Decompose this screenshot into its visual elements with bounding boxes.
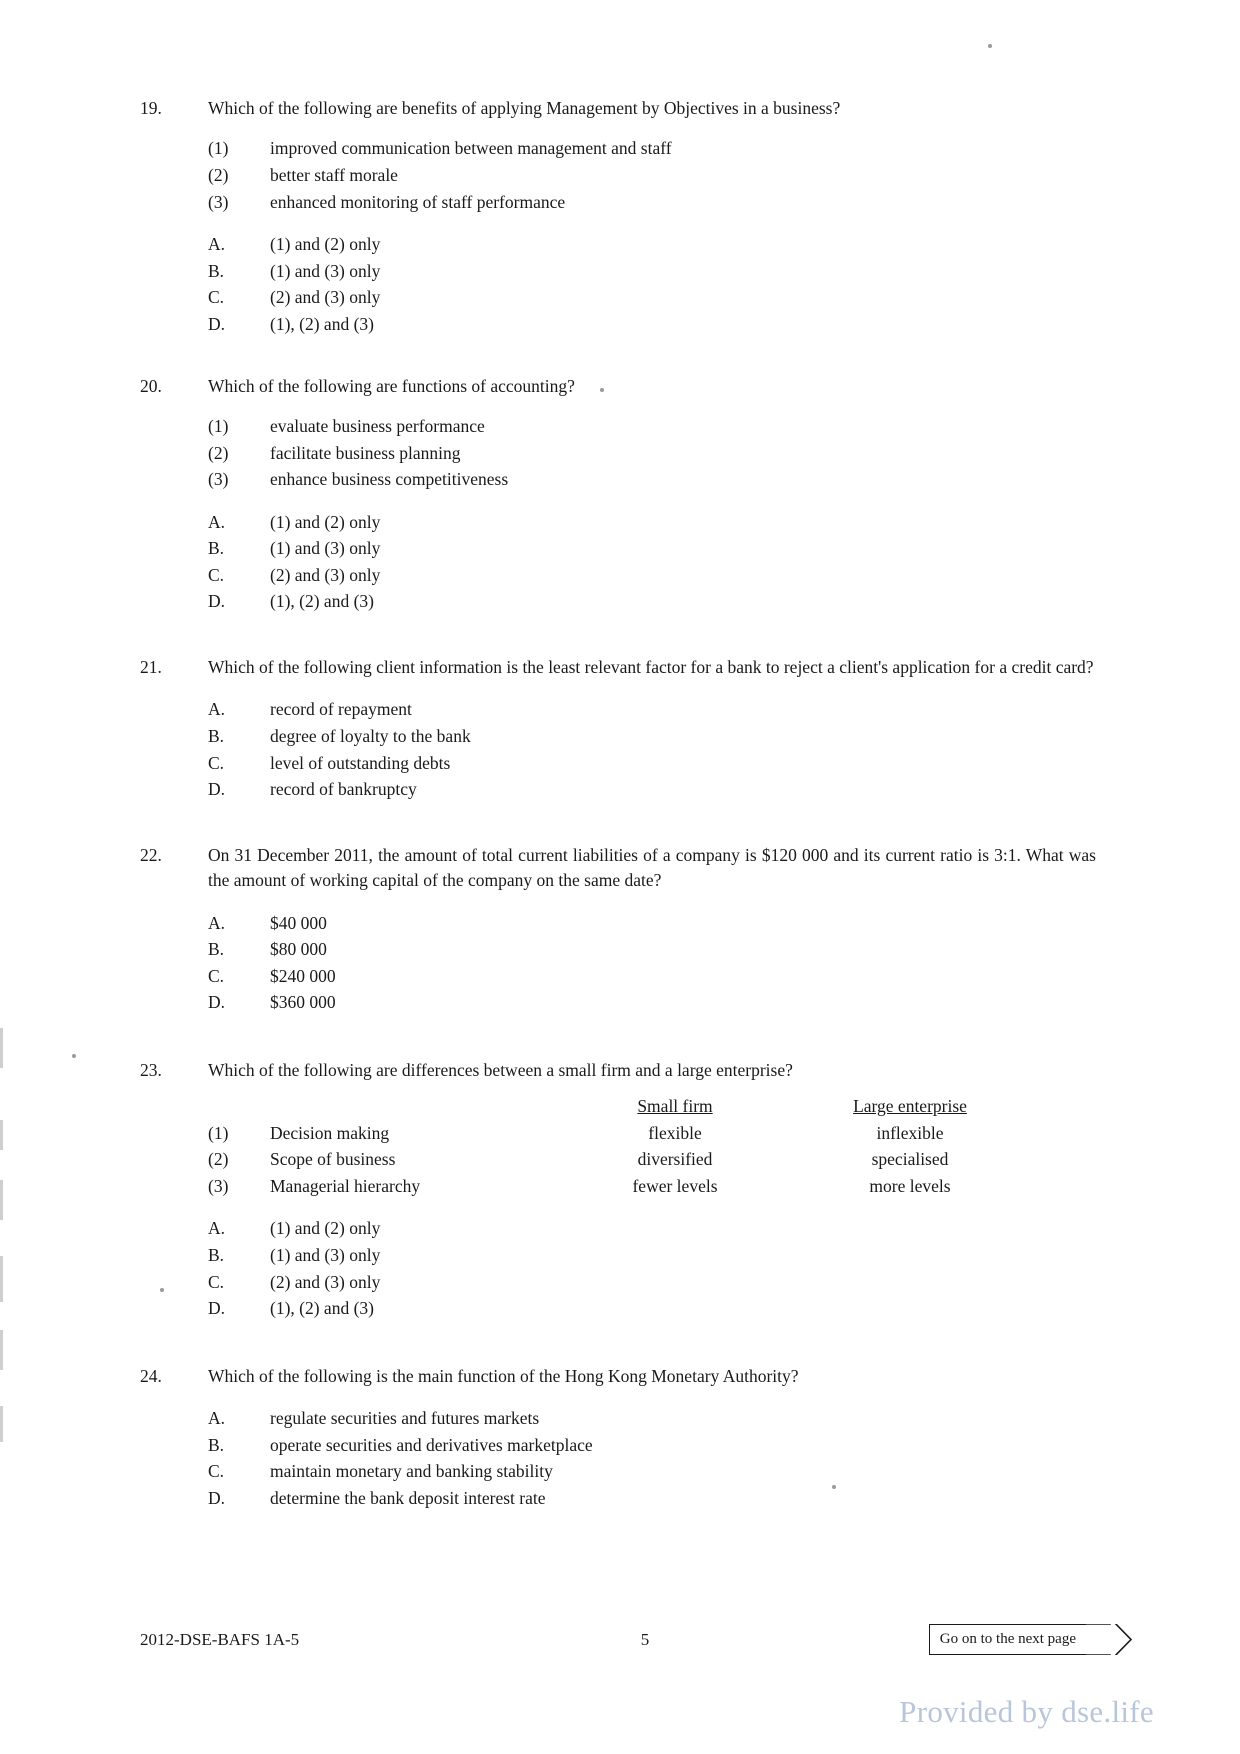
row-label: (3): [208, 1175, 229, 1196]
question-heading: [140, 1058, 1120, 1083]
arrow-right-icon: [1086, 1624, 1132, 1655]
option-label: A.: [208, 1408, 226, 1429]
go-on-label: Go on to the next page: [929, 1624, 1086, 1655]
row-item: Scope of business: [270, 1149, 396, 1170]
question-heading: [140, 843, 1120, 894]
question-heading: [140, 655, 1120, 680]
option-text: maintain monetary and banking stability: [270, 1461, 553, 1482]
statement-text: better staff morale: [270, 164, 398, 185]
option-label: D.: [208, 313, 226, 334]
option-item[interactable]: [208, 1405, 1120, 1432]
question-number: 19.: [140, 98, 162, 118]
option-text: (1), (2) and (3): [270, 1298, 374, 1319]
question-block: [140, 1364, 1120, 1512]
option-item[interactable]: [208, 535, 1120, 562]
question-text: Which of the following are functions of accounting?: [208, 375, 575, 396]
option-item[interactable]: [208, 1432, 1120, 1459]
option-text: (2) and (3) only: [270, 564, 381, 585]
option-text: $80 000: [270, 939, 327, 960]
option-label: B.: [208, 726, 225, 747]
statement-item: [208, 413, 1120, 440]
page-footer: [140, 1624, 1150, 1664]
option-item[interactable]: [208, 910, 1120, 937]
option-text: $360 000: [270, 992, 336, 1013]
option-list: [208, 696, 1120, 802]
option-label: A.: [208, 1218, 226, 1239]
option-item[interactable]: [208, 936, 1120, 963]
option-text: (1) and (2) only: [270, 234, 381, 255]
statement-item: [208, 162, 1120, 189]
option-label: A.: [208, 234, 226, 255]
scan-artifact: [0, 1330, 3, 1370]
statement-text: improved communication between management and staff: [270, 138, 672, 159]
option-item[interactable]: [208, 258, 1120, 285]
option-item[interactable]: [208, 750, 1120, 777]
statement-list: [208, 413, 1120, 493]
question-text: Which of the following is the main function of the Hong Kong Monetary Authority?: [208, 1365, 799, 1386]
question-text: On 31 December 2011, the amount of total current liabilities of a company is $120 000 and its current ratio is 3:1. What was the amount of working capital of the company on the same date?: [208, 844, 1096, 891]
option-item[interactable]: [208, 284, 1120, 311]
row-large-enterprise: specialised: [871, 1149, 949, 1170]
row-small-firm: fewer levels: [632, 1175, 718, 1196]
option-label: B.: [208, 1244, 225, 1265]
row-label: (1): [208, 1122, 229, 1143]
option-item[interactable]: [208, 776, 1120, 803]
question-text: Which of the following are benefits of applying Management by Objectives in a business?: [208, 98, 841, 118]
option-item[interactable]: [208, 1295, 1120, 1322]
statement-label: (3): [208, 469, 229, 490]
question-block: [140, 96, 1120, 338]
option-text: (1) and (3) only: [270, 260, 381, 281]
question-text: Which of the following are differences between a small firm and a large enterprise?: [208, 1059, 793, 1080]
option-label: C.: [208, 287, 225, 308]
option-text: (1), (2) and (3): [270, 591, 374, 612]
option-item[interactable]: [208, 1458, 1120, 1485]
option-list: [208, 231, 1120, 337]
option-text: record of bankruptcy: [270, 779, 417, 800]
question-heading: [140, 96, 1120, 121]
comparison-table: [208, 1093, 1038, 1199]
statement-item: [208, 466, 1120, 493]
option-list: [208, 1215, 1120, 1321]
statement-label: (1): [208, 138, 229, 159]
option-text: (2) and (3) only: [270, 287, 381, 308]
option-text: (1), (2) and (3): [270, 313, 374, 334]
option-list: [208, 1405, 1120, 1511]
option-label: C.: [208, 965, 225, 986]
option-item[interactable]: [208, 1215, 1120, 1242]
scan-artifact: [0, 1180, 3, 1220]
option-label: B.: [208, 260, 225, 281]
scan-artifact: [0, 1028, 3, 1068]
option-text: $40 000: [270, 912, 327, 933]
question-number: 21.: [140, 657, 162, 678]
option-label: D.: [208, 1298, 226, 1319]
table-header-small-firm: Small firm: [637, 1096, 713, 1117]
option-text: operate securities and derivatives marketplace: [270, 1434, 593, 1455]
option-label: A.: [208, 511, 226, 532]
table-header-blank: [208, 1093, 270, 1119]
option-text: record of repayment: [270, 699, 412, 720]
option-text: (2) and (3) only: [270, 1271, 381, 1292]
option-item[interactable]: [208, 1242, 1120, 1269]
question-block: [140, 374, 1120, 616]
scan-speck: [988, 44, 992, 48]
question-text: Which of the following client information is the least relevant factor for a bank to reject a client's application for a credit card?: [208, 657, 1094, 678]
watermark: Provided by dse.life: [899, 1694, 1154, 1729]
paper-code: 2012-DSE-BAFS 1A-5: [140, 1630, 300, 1649]
row-small-firm: flexible: [648, 1122, 702, 1143]
option-item[interactable]: [208, 1485, 1120, 1512]
scan-artifact: [0, 1256, 3, 1302]
option-label: C.: [208, 752, 225, 773]
statement-text: enhanced monitoring of staff performance: [270, 191, 566, 212]
statement-label: (3): [208, 191, 229, 212]
statement-label: (2): [208, 164, 229, 185]
row-item: Managerial hierarchy: [270, 1175, 421, 1196]
question-block: [140, 1058, 1120, 1322]
statement-text: enhance business competitiveness: [270, 469, 509, 490]
question-number: 20.: [140, 375, 162, 396]
option-label: B.: [208, 538, 225, 559]
statement-item: [208, 440, 1120, 467]
statement-text: evaluate business performance: [270, 415, 485, 436]
row-large-enterprise: more levels: [869, 1175, 951, 1196]
option-text: $240 000: [270, 965, 336, 986]
option-label: B.: [208, 939, 225, 960]
table-row: [208, 1146, 1038, 1173]
scan-artifact: [0, 1120, 3, 1150]
question-number: 23.: [140, 1059, 162, 1080]
option-label: D.: [208, 779, 226, 800]
option-item[interactable]: [208, 509, 1120, 536]
table-header-large-enterprise: Large enterprise: [853, 1096, 967, 1117]
row-small-firm: diversified: [637, 1149, 713, 1170]
option-text: level of outstanding debts: [270, 752, 451, 773]
option-label: D.: [208, 1487, 226, 1508]
question-number: 24.: [140, 1365, 162, 1386]
table-header-blank: [270, 1093, 560, 1119]
option-text: (1) and (2) only: [270, 511, 381, 532]
statement-label: (2): [208, 442, 229, 463]
option-item[interactable]: [208, 231, 1120, 258]
option-text: degree of loyalty to the bank: [270, 726, 471, 747]
option-label: A.: [208, 699, 226, 720]
row-item: Decision making: [270, 1122, 390, 1143]
option-item[interactable]: [208, 1269, 1120, 1296]
option-text: regulate securities and futures markets: [270, 1408, 540, 1429]
table-header-row: [208, 1093, 1038, 1119]
statement-list: [208, 135, 1120, 215]
option-item[interactable]: [208, 696, 1120, 723]
option-text: determine the bank deposit interest rate: [270, 1487, 546, 1508]
statement-text: facilitate business planning: [270, 442, 461, 463]
statement-label: (1): [208, 415, 229, 436]
option-text: (1) and (2) only: [270, 1218, 381, 1239]
option-label: C.: [208, 1271, 225, 1292]
page-number: 5: [640, 1630, 650, 1649]
option-item[interactable]: [208, 588, 1120, 615]
question-block: [140, 655, 1120, 803]
option-list: [208, 509, 1120, 615]
question-block: [140, 843, 1120, 1016]
option-list: [208, 910, 1120, 1016]
question-heading: [140, 374, 1120, 399]
option-label: D.: [208, 992, 226, 1013]
scan-speck: [72, 1054, 76, 1058]
option-item[interactable]: [208, 963, 1120, 990]
option-item[interactable]: [208, 723, 1120, 750]
option-label: C.: [208, 564, 225, 585]
go-on-banner: [929, 1624, 1132, 1655]
option-label: D.: [208, 591, 226, 612]
table-row: [208, 1173, 1038, 1200]
option-item[interactable]: [208, 562, 1120, 589]
statement-item: [208, 189, 1120, 216]
statement-item: [208, 135, 1120, 162]
table-row: [208, 1120, 1038, 1147]
option-label: C.: [208, 1461, 225, 1482]
row-large-enterprise: inflexible: [876, 1122, 944, 1143]
option-item[interactable]: [208, 311, 1120, 338]
row-label: (2): [208, 1149, 229, 1170]
question-heading: [140, 1364, 1120, 1389]
option-label: B.: [208, 1434, 225, 1455]
option-item[interactable]: [208, 989, 1120, 1016]
option-text: (1) and (3) only: [270, 538, 381, 559]
option-label: A.: [208, 912, 226, 933]
scan-artifact: [0, 1406, 3, 1442]
option-text: (1) and (3) only: [270, 1244, 381, 1265]
question-number: 22.: [140, 844, 162, 865]
